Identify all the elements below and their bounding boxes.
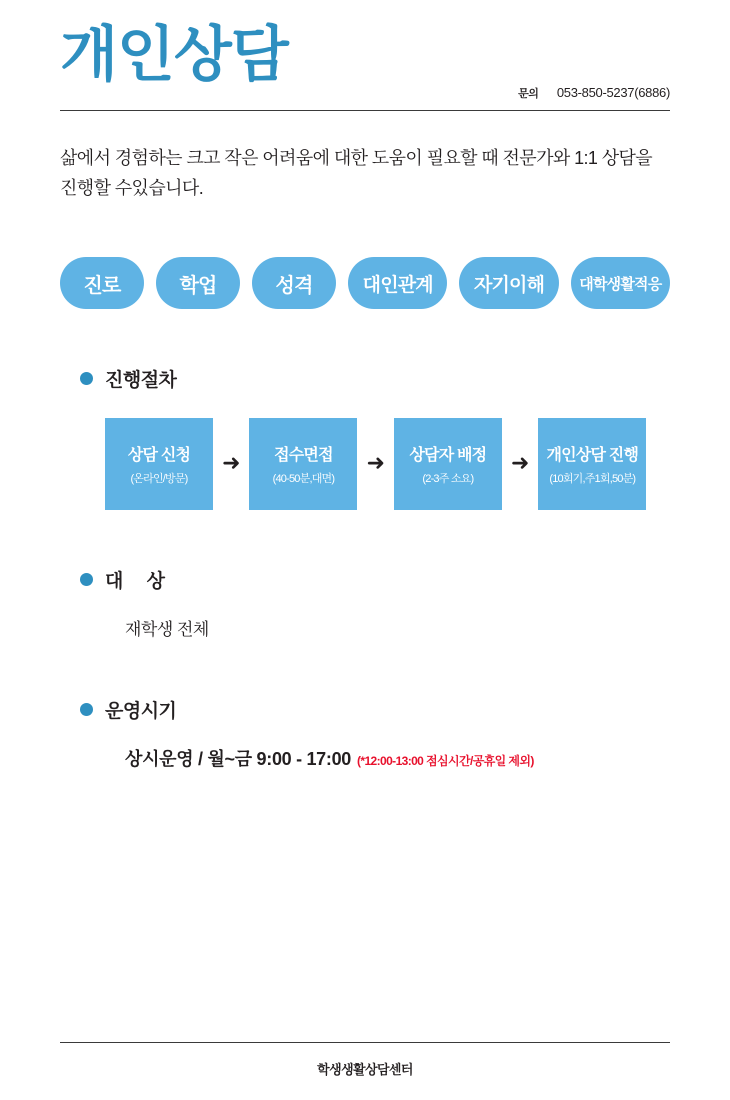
- flow-step-intake: [249, 418, 357, 510]
- bullet-icon: [80, 372, 93, 385]
- flow-step-assign: [394, 418, 502, 510]
- keyword-pill-career: 진로: [60, 257, 144, 309]
- contact-label: 문의: [518, 88, 539, 100]
- section-target-title: 대 상: [105, 571, 174, 592]
- keyword-pill-personality: 성격: [252, 257, 336, 309]
- section-target: [60, 566, 670, 640]
- section-period: [60, 696, 670, 771]
- bullet-icon: [80, 703, 93, 716]
- flow-step-assign-title: 상담자 배정: [409, 447, 487, 464]
- contact-info: [518, 84, 670, 102]
- flow-step-apply-title: 상담 신청: [127, 447, 191, 464]
- keyword-pill-relationships: 대인관계: [348, 257, 447, 309]
- arrow-right-icon: ➜: [510, 451, 530, 476]
- keyword-pill-self-understanding: 자기이해: [459, 257, 558, 309]
- procedure-flow-diagram: [60, 418, 670, 510]
- arrow-right-icon: ➜: [222, 451, 241, 476]
- section-procedure-head: [80, 365, 670, 392]
- section-period-note: (*12:00-13:00 점심시간/공휴일 제외): [357, 754, 534, 768]
- section-target-head: [80, 566, 670, 593]
- section-procedure-title: 진행절차: [105, 370, 177, 391]
- page-footer: [60, 1042, 670, 1078]
- keyword-pill-campus-adaptation: 대학생활적응: [571, 257, 670, 309]
- section-target-body: 재학생 전체: [125, 620, 209, 639]
- flow-step-counseling-sub: (10회기,주1회,50분): [549, 473, 636, 485]
- section-period-hours: 상시운영 / 월~금 9:00 - 17:00: [125, 749, 352, 769]
- flow-step-assign-sub: (2-3주 소요): [422, 473, 474, 485]
- flow-step-apply-sub: (온라인/방문): [130, 473, 188, 485]
- keyword-pill-list: [60, 257, 670, 309]
- flow-step-intake-title: 접수면접: [274, 447, 333, 464]
- header-divider: [60, 110, 670, 111]
- intro-paragraph: 삶에서 경험하는 크고 작은 어려움에 대한 도움이 필요할 때 전문가와 1:1 상담을 진행할 수있습니다.: [60, 148, 653, 198]
- section-period-title: 운영시기: [105, 701, 177, 722]
- flow-step-counseling: [538, 418, 646, 510]
- keyword-pill-study: 학업: [156, 257, 240, 309]
- section-period-head: [80, 696, 670, 723]
- contact-number: 053-850-5237(6886): [556, 85, 670, 100]
- footer-organization: 학생생활상담센터: [317, 1062, 413, 1077]
- footer-divider: [60, 1042, 670, 1043]
- arrow-right-icon: ➜: [366, 451, 385, 476]
- page-title: 개인상담: [60, 21, 288, 88]
- section-procedure: [60, 365, 670, 392]
- flow-step-apply: [105, 418, 213, 510]
- flow-step-intake-sub: (40-50분,대면): [272, 473, 335, 485]
- flow-step-counseling-title: 개인상담 진행: [546, 447, 639, 464]
- section-period-body: [80, 745, 670, 771]
- bullet-icon: [80, 573, 93, 586]
- page-header: [60, 0, 670, 110]
